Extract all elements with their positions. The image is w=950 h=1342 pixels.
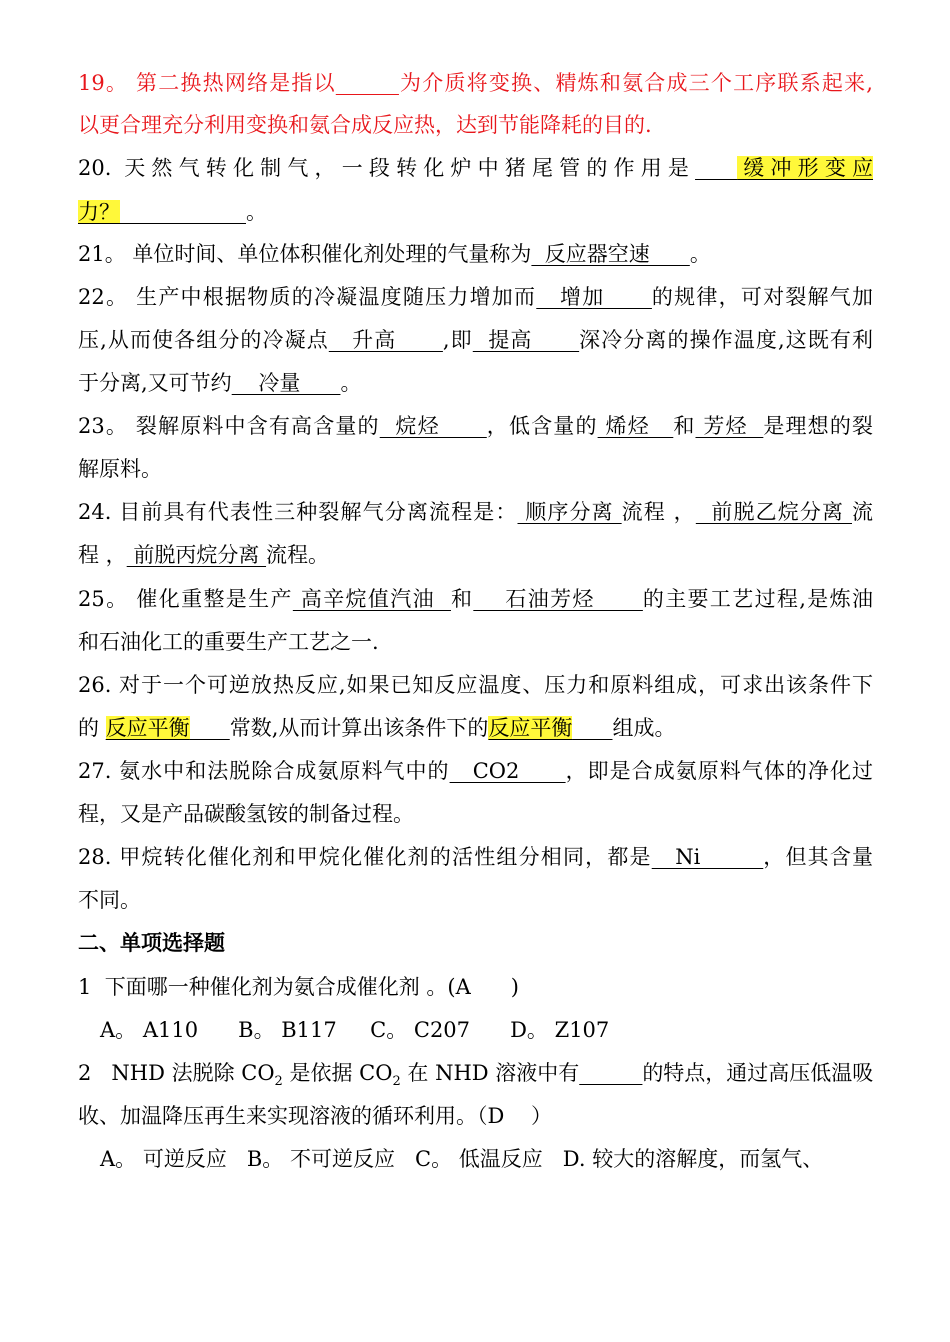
q21-text-b: 。 bbox=[689, 242, 711, 266]
q28-line1 bbox=[78, 842, 873, 872]
q27-answer: CO2 bbox=[449, 759, 566, 783]
q26-gap1 bbox=[190, 716, 230, 740]
q26-line1: 26. 对于一个可逆放热反应,如果已知反应温度、压力和原料组成，可求出该条件下 bbox=[78, 673, 873, 697]
q28-line2: 不同。 bbox=[78, 888, 141, 912]
q20-line1 bbox=[78, 153, 873, 183]
q22-text-d: ,即 bbox=[442, 328, 473, 352]
q24-answer3: 前脱丙烷分离 bbox=[126, 543, 267, 567]
q21-answer: 反应器空速 bbox=[531, 242, 690, 266]
q25-text-b: 和 bbox=[450, 587, 474, 611]
q23-line1 bbox=[78, 411, 873, 441]
q23-text-d: 是理想的裂 bbox=[763, 414, 874, 438]
q28-text-b: ，但其含量 bbox=[763, 845, 874, 869]
q23-answer2: 烯烃 bbox=[597, 414, 674, 438]
q26-text-c: 组成。 bbox=[612, 716, 676, 740]
mc2-line1 bbox=[78, 1058, 873, 1088]
q22-text-f: 于分离,又可节约 bbox=[78, 371, 232, 395]
q20-gap: ____ bbox=[695, 156, 738, 180]
q25-answer2: 石油芳烃 bbox=[473, 587, 643, 611]
q28-text-a: 28. 甲烷转化催化剂和甲烷化催化剂的活性组分相同，都是 bbox=[78, 845, 652, 869]
mc2-line2: 收、加温降压再生来实现溶液的循环利用。（D ） bbox=[78, 1104, 553, 1128]
q24-text-a: 24. 目前具有代表性三种裂解气分离流程是： bbox=[78, 500, 518, 524]
q20-end: 。 bbox=[246, 200, 267, 224]
q22-line3 bbox=[78, 368, 873, 398]
q20-blank: ____________ bbox=[120, 200, 246, 224]
q25-answer1: 高辛烷值汽油 bbox=[292, 587, 451, 611]
q27-text-b: ，即是合成氨原料气体的净化过 bbox=[565, 759, 873, 783]
q22-text-c: 压,从而使各组分的冷凝点 bbox=[78, 328, 329, 352]
q22-line2 bbox=[78, 325, 873, 355]
q24-answer1: 顺序分离 bbox=[517, 500, 622, 524]
q22-answer2: 升高 bbox=[328, 328, 443, 352]
q27-text-a: 27. 氨水中和法脱除合成氨原料气中的 bbox=[78, 759, 450, 783]
q23-text-a: 23。 裂解原料中含有高含量的 bbox=[78, 414, 380, 438]
q24-line2 bbox=[78, 540, 873, 570]
q19-text-a: 19。 第二换热网络是指以 bbox=[78, 71, 336, 95]
mc2-text-a: 2 NHD 法脱除 CO bbox=[78, 1061, 275, 1085]
q20-text-a: 20. 天然气转化制气，一段转化炉中猪尾管的作用是 bbox=[78, 156, 696, 180]
q22-text-g: 。 bbox=[340, 371, 362, 395]
q26-line2 bbox=[78, 713, 873, 743]
q24-text-e: 流程。 bbox=[266, 543, 330, 567]
q25-text-a: 25。 催化重整是生产 bbox=[78, 587, 293, 611]
q25-line1 bbox=[78, 584, 873, 614]
q27-line2: 程，又是产品碳酸氢铵的制备过程。 bbox=[78, 802, 414, 826]
q21-text-a: 21。 单位时间、单位体积催化剂处理的气量称为 bbox=[78, 242, 532, 266]
q24-line1 bbox=[78, 497, 873, 527]
q22-answer3: 提高 bbox=[472, 328, 580, 352]
mc2-blank: ______ bbox=[579, 1061, 643, 1085]
q26-answer2: 反应平衡 bbox=[488, 716, 573, 740]
q26-answer1: 反应平衡 bbox=[105, 716, 190, 740]
q27-line1 bbox=[78, 756, 873, 786]
mc2-text-b: 是依据 CO bbox=[282, 1061, 393, 1085]
q24-text-c: 流 bbox=[852, 500, 873, 524]
q19-blank: ______ bbox=[335, 71, 399, 95]
mc1-options: A。 A110 B。 B117 C。 C207 D。 Z107 bbox=[100, 1018, 610, 1042]
q25-text-c: 的主要工艺过程,是炼油 bbox=[642, 587, 873, 611]
mc2-sub1: 2 bbox=[274, 1074, 283, 1090]
mc1-question: 1 下面哪一种催化剂为氨合成催化剂 。(A ) bbox=[78, 975, 519, 999]
q21-line bbox=[78, 239, 873, 269]
q24-answer2: 前脱乙烷分离 bbox=[695, 500, 852, 524]
mc2-sub2: 2 bbox=[392, 1074, 401, 1090]
q22-text-e: 深冷分离的操作温度,这既有利 bbox=[579, 328, 874, 352]
q23-text-c: 和 bbox=[673, 414, 696, 438]
q23-answer1: 烷烃 bbox=[379, 414, 487, 438]
section2-title: 二、单项选择题 bbox=[78, 930, 225, 955]
mc2-text-c: 在 NHD 溶液中有 bbox=[400, 1061, 580, 1085]
q23-text-b: ，低含量的 bbox=[486, 414, 598, 438]
q19-line2: 以更合理充分利用变换和氨合成反应热，达到节能降耗的目的. bbox=[78, 113, 652, 137]
q26-text-a: 的 bbox=[78, 716, 106, 740]
q25-line2: 和石油化工的重要生产工艺之一. bbox=[78, 630, 379, 654]
q23-answer3: 芳烃 bbox=[695, 414, 764, 438]
q22-answer4: 冷量 bbox=[231, 371, 341, 395]
q20-answer-part2: 力？ bbox=[78, 200, 120, 224]
mc2-options: A。 可逆反应 B。 不可逆反应 C。 低温反应 D. 较大的溶解度，而氢气、 bbox=[100, 1147, 824, 1171]
q24-text-b: 流程 ， bbox=[621, 500, 696, 524]
q20-answer-part1: 缓冲形变应 bbox=[737, 156, 874, 180]
mc2-text-d: 的特点，通过高压低温吸 bbox=[642, 1061, 874, 1085]
q22-answer1: 增加 bbox=[536, 285, 652, 309]
q22-text-b: 的规律，可对裂解气加 bbox=[651, 285, 874, 309]
q24-text-d: 程 ， bbox=[78, 543, 127, 567]
q19-line1 bbox=[78, 68, 873, 98]
q26-gap2 bbox=[572, 716, 612, 740]
q19-text-b: 为介质将变换、精炼和氨合成三个工序联系起来, bbox=[398, 71, 873, 95]
q28-answer: Ni bbox=[651, 845, 764, 869]
q23-line2: 解原料。 bbox=[78, 457, 162, 481]
q26-text-b: 常数,从而计算出该条件下的 bbox=[229, 716, 489, 740]
q20-line2 bbox=[78, 197, 873, 227]
q22-line1 bbox=[78, 282, 873, 312]
q22-text-a: 22。 生产中根据物质的冷凝温度随压力增加而 bbox=[78, 285, 537, 309]
